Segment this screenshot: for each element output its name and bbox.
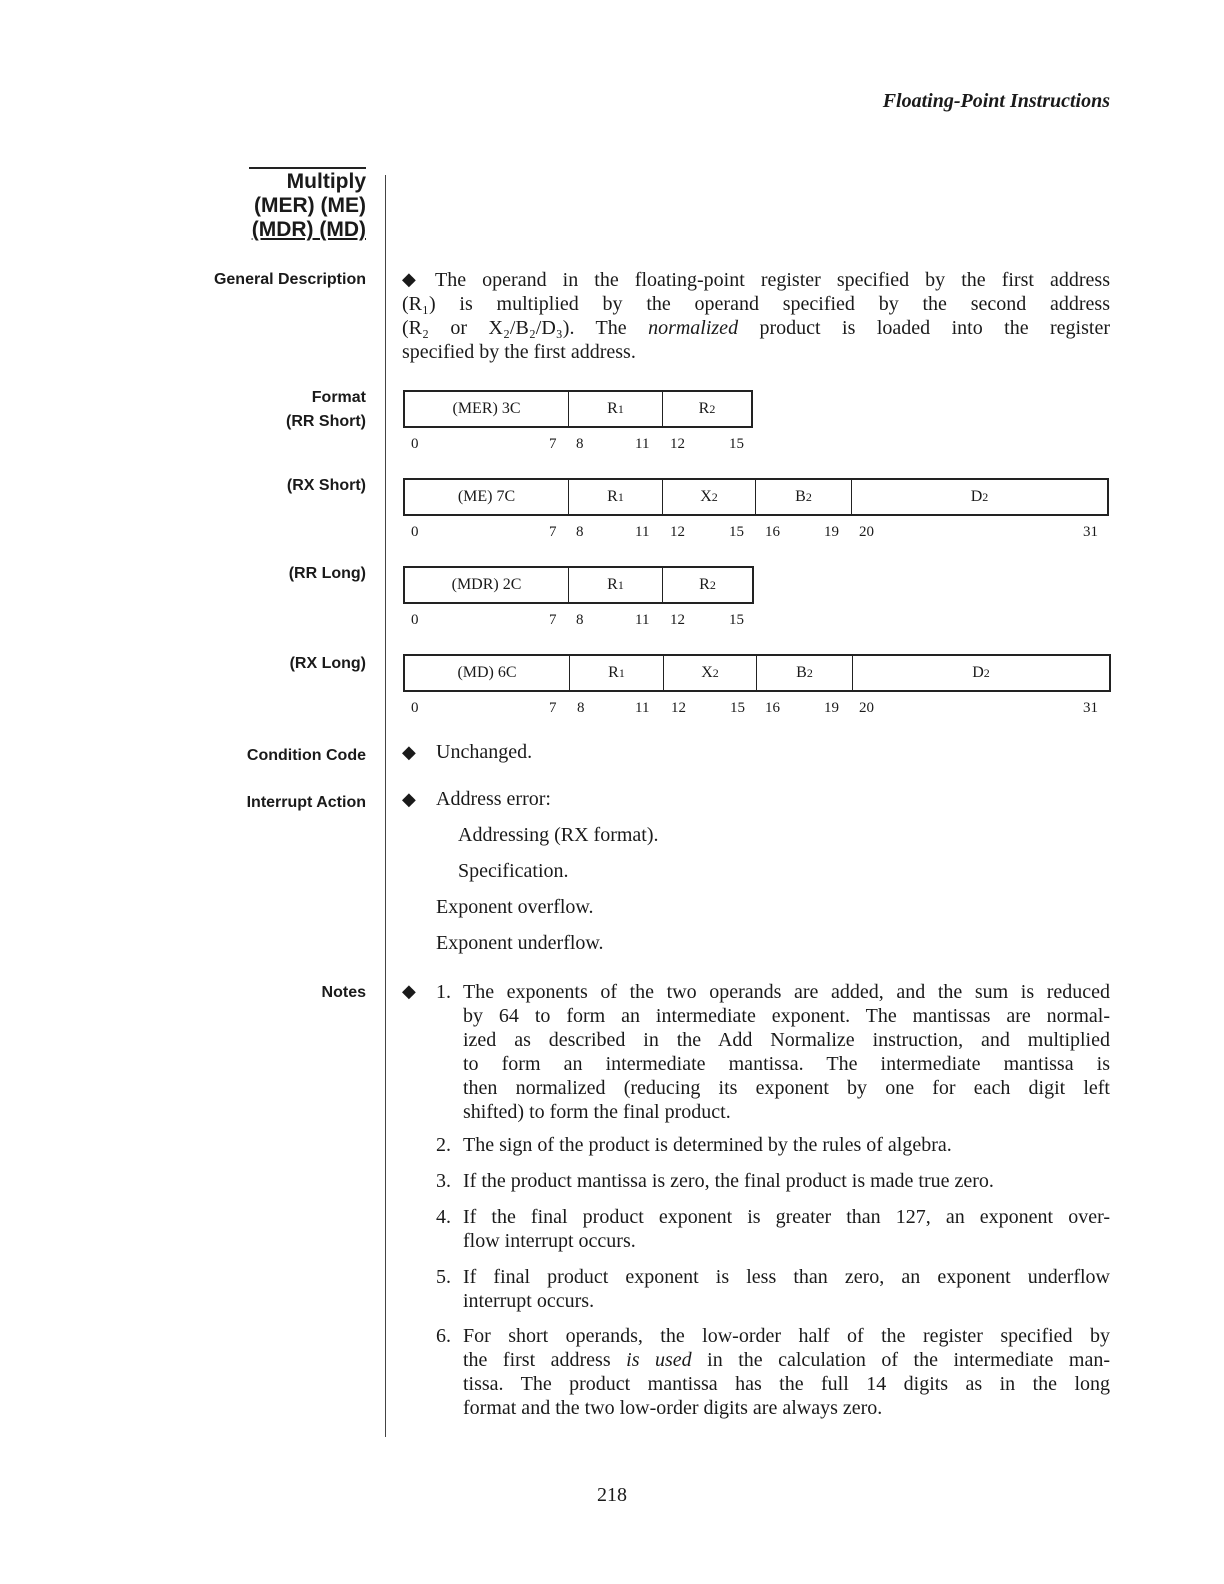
interrupt-specification: Specification. <box>458 860 569 882</box>
label-notes: Notes <box>321 984 366 1001</box>
field-r2: R 2 <box>698 400 716 417</box>
bit-scale-rx-long: 0 7 8 11 12 15 16 19 20 31 <box>411 700 1098 716</box>
format-rr-short <box>403 390 753 428</box>
note-3 <box>0 1169 1224 1195</box>
label-condition-code: Condition Code <box>246 747 366 764</box>
interrupt-address-error: Address error: <box>436 788 551 810</box>
field-d2: D 2 <box>970 488 989 505</box>
interrupt-addressing: Addressing (RX format). <box>458 824 659 846</box>
note-text: The exponents of the two operands are added, and the sum is reduced by 64 to form an intermediate exponent. The mantissas are normal- ized as described in the Add Normalize instruction, and multiplied to form an intermediate mantissa. The intermediate mantissa is then normalized (reducing its exponent by one for each digit left shifted) to form the final product. <box>463 981 1110 1123</box>
bullet-icon: ◆ <box>402 742 416 763</box>
note-1 <box>0 980 1224 1130</box>
field-opcode: (MDR) 2C <box>405 568 569 602</box>
desc-line-1: The operand in the floating-point register specified by the first address <box>435 269 1110 291</box>
note-number: 3. <box>436 1170 451 1192</box>
note-text: If final product exponent is less than zero, an exponent underflow interrupt occurs. <box>463 1266 1110 1312</box>
title-line-1: Multiply <box>286 170 366 193</box>
field-r1: R 1 <box>569 568 663 602</box>
label-general-description: General Description <box>213 271 366 288</box>
field-r2: R 2 <box>699 576 716 593</box>
label-rr-long: (RR Long) <box>288 565 366 582</box>
note-number: 6. <box>436 1325 451 1347</box>
field-b2: B 2 <box>757 656 853 690</box>
field-opcode: (ME) 7C <box>405 480 569 514</box>
note-number: 2. <box>436 1134 451 1156</box>
note-6 <box>0 1324 1224 1424</box>
label-interrupt-action: Interrupt Action <box>246 794 366 811</box>
bullet-icon: ◆ <box>402 269 416 290</box>
general-description <box>402 268 1110 364</box>
bit-scale-rr-short: 0 7 8 11 12 15 <box>411 436 744 452</box>
note-text: The sign of the product is determined by the rules of algebra. <box>463 1134 952 1156</box>
field-r1: R 1 <box>570 656 664 690</box>
bullet-icon: ◆ <box>402 981 416 1002</box>
label-rr-short: (RR Short) <box>286 413 366 430</box>
interrupt-overflow: Exponent overflow. <box>436 896 594 918</box>
note-text: If the product mantissa is zero, the final product is made true zero. <box>463 1170 994 1192</box>
label-format: Format <box>311 389 366 406</box>
bit-scale-rr-long: 0 7 8 11 12 15 <box>411 612 744 628</box>
desc-line-3: (R₂ or X₂/B₂/D₃). The normalized product is loaded into the register <box>402 317 1110 339</box>
note-2 <box>0 1133 1224 1159</box>
desc-line-4: specified by the first address. <box>402 341 636 363</box>
note-number: 5. <box>436 1266 451 1288</box>
field-opcode: (MD) 6C <box>405 656 570 690</box>
field-r1: R 1 <box>569 392 663 426</box>
title-line-3: (MDR) (MD) <box>251 218 366 241</box>
field-r1: R 1 <box>569 480 663 514</box>
instruction-title <box>196 170 366 242</box>
field-x2: X 2 <box>663 480 756 514</box>
field-b2: B 2 <box>756 480 852 514</box>
label-rx-long: (RX Long) <box>289 655 366 672</box>
note-5 <box>0 1265 1224 1315</box>
running-head: Floating-Point Instructions <box>882 90 1110 112</box>
note-4 <box>0 1205 1224 1255</box>
note-number: 1. <box>436 981 451 1003</box>
note-text: If the final product exponent is greater than 127, an exponent over- flow interrupt occurs. <box>463 1206 1110 1252</box>
title-rule <box>249 167 366 169</box>
page-number: 218 <box>597 1484 627 1506</box>
field-d2: D 2 <box>972 664 990 681</box>
field-x2: X 2 <box>664 656 757 690</box>
desc-line-2: (R₁) is multiplied by the operand specified by the second address <box>402 293 1110 315</box>
label-rx-short: (RX Short) <box>286 477 366 494</box>
title-line-2: (MER) (ME) <box>254 194 366 217</box>
interrupt-underflow: Exponent underflow. <box>436 932 604 954</box>
format-rr-long <box>403 566 754 604</box>
note-text: For short operands, the low-order half of the register specified by the first address is used in the calculation of the intermediate man- tissa. The product mantissa has the full 14 digits as in the long format and the two low-order digits are always zero. <box>463 1325 1110 1419</box>
format-rx-long <box>403 654 1111 692</box>
note-number: 4. <box>436 1206 451 1228</box>
bit-scale-rx-short: 0 7 8 11 12 15 16 19 20 31 <box>411 524 1098 540</box>
field-opcode: (MER) 3C <box>405 392 569 426</box>
condition-code-value: Unchanged. <box>436 741 533 763</box>
bullet-icon: ◆ <box>402 789 416 810</box>
format-rx-short <box>403 478 1109 516</box>
